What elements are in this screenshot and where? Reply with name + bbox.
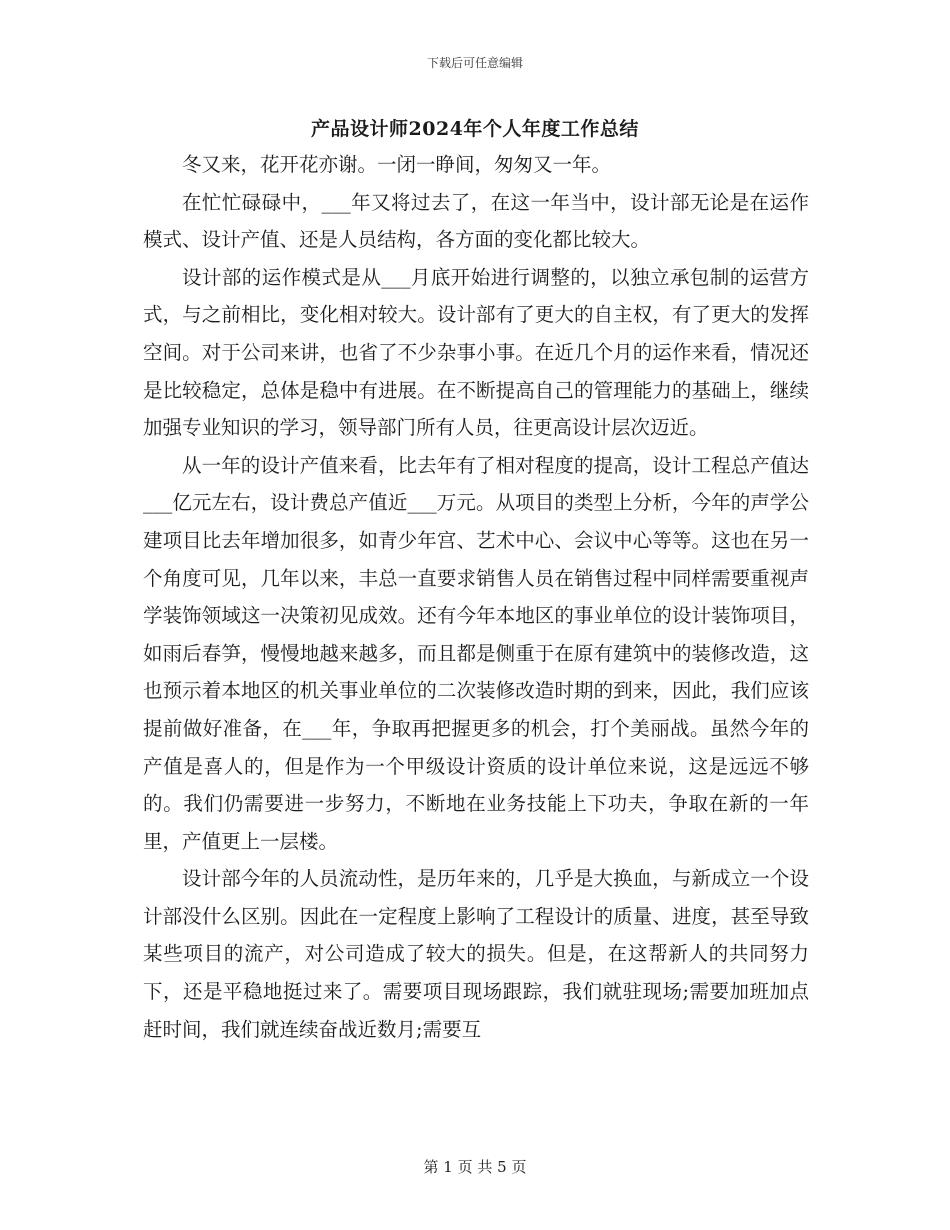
paragraph: 冬又来，花开花亦谢。一闭一睁间，匆匆又一年。 bbox=[182, 153, 612, 176]
paragraph: 从一年的设计产值来看，比去年有了相对程度的提高，设计工程总产值达___亿元左右，设计费总产值近___万元。从项目的类型上分析，今年的声学公建项目比去年增加很多，如青少年宫、艺术中心、会议中心等等。这也在另一个角度可见，几年以来，丰总一直要求销售人员在销售过程中同样需要重视声学装饰领域这一决策初见成效。还有今年本地区的事业单位的设计装饰项目，如雨后春笋，慢慢地越来越多，而且都是侧重于在原有建筑中的装修改造，这也预示着本地区的机关事业单位的二次装修改造时期的到来，因此，我们应该提前做好准备，在___年，争取再把握更多的机会，打个美丽战。虽然今年的产值是喜人的，但是作为一个甲级设计资质的设计单位来说，这是远远不够的。我们仍需要进一步努力，不断地在业务技能上下功夫，争取在新的一年里，产值更上一层楼。 bbox=[143, 453, 809, 853]
document-title: 产品设计师2024年个人年度工作总结 bbox=[311, 118, 639, 140]
paragraph: 设计部今年的人员流动性，是历年来的，几乎是大换血，与新成立一个设计部没什么区别。因此在一定程度上影响了工程设计的质量、进度，甚至导致某些项目的流产，对公司造成了较大的损失。但是，在这帮新人的共同努力下，还是平稳地挺过来了。需要项目现场跟踪，我们就驻现场;需要加班加点赶时间，我们就连续奋战近数月;需要互 bbox=[143, 867, 809, 1041]
paragraph: 在忙忙碌碌中，___年又将过去了，在这一年当中，设计部无论是在运作模式、设计产值、还是人员结构，各方面的变化都比较大。 bbox=[143, 190, 809, 252]
page-footer: 第 1 页 共 5 页 bbox=[423, 1158, 527, 1176]
paragraph: 设计部的运作模式是从___月底开始进行调整的，以独立承包制的运营方式，与之前相比，变化相对较大。设计部有了更大的自主权，有了更大的发挥空间。对于公司来讲，也省了不少杂事小事。在近几个月的运作来看，情况还是比较稳定，总体是稳中有进展。在不断提高自己的管理能力的基础上，继续加强专业知识的学习，领导部门所有人员，往更高设计层次迈近。 bbox=[143, 265, 809, 440]
document-body bbox=[143, 146, 809, 1048]
header-note: 下载后可任意编辑 bbox=[426, 56, 523, 70]
